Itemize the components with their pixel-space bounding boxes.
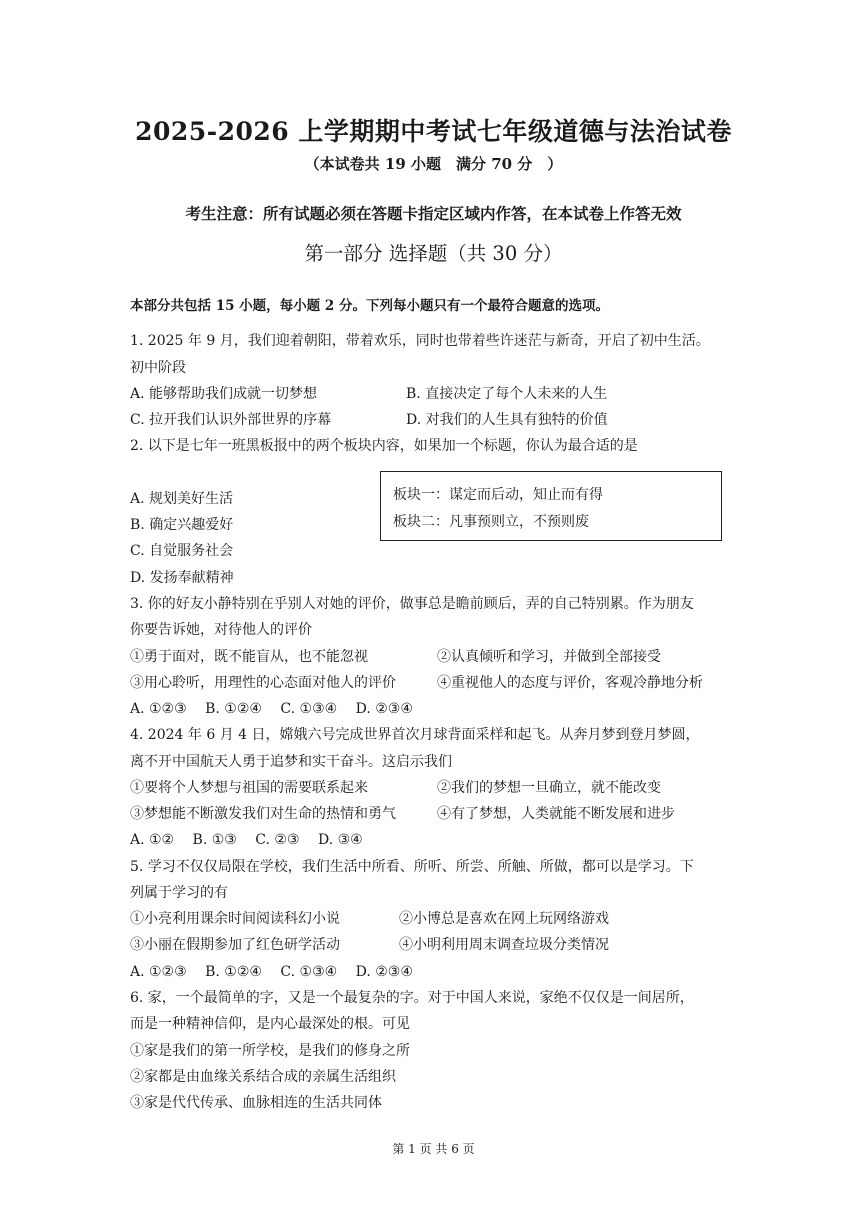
box-line-1: 板块一：谋定而后动，知止而有得 xyxy=(393,487,603,503)
question-1-option-d: D. 对我们的人生具有独特的价值 xyxy=(406,412,608,428)
question-2-stem: 2. 以下是七年一班黑板报中的两个板块内容，如果加一个标题，你认为最合适的是 xyxy=(130,438,638,454)
question-4-item-4: ④有了梦想，人类就能不断发展和进步 xyxy=(437,806,675,822)
question-6-item-2: ②家都是由血缘关系结合成的亲属生活组织 xyxy=(130,1069,396,1085)
question-6-stem: 6. 家，一个最简单的字，又是一个最复杂的字。对于中国人来说，家绝不仅仅是一间居所， xyxy=(130,990,694,1006)
question-3-options: A. ①②③ B. ①②④ C. ①③④ D. ②③④ xyxy=(130,701,413,717)
question-3-stem-cont: 你要告诉她，对待他人的评价 xyxy=(130,622,312,638)
question-4-options: A. ①② B. ①③ C. ②③ D. ③④ xyxy=(130,832,363,848)
question-5-item-4: ④小明利用周末调查垃圾分类情况 xyxy=(399,937,609,953)
box-line-2: 板块二：凡事预则立，不预则废 xyxy=(393,514,589,530)
question-1-option-b: B. 直接决定了每个人未来的人生 xyxy=(406,386,608,402)
question-1-option-c: C. 拉开我们认识外部世界的序幕 xyxy=(130,412,332,428)
question-6-stem-cont: 而是一种精神信仰，是内心最深处的根。可见 xyxy=(130,1016,410,1032)
question-3-item-2: ②认真倾听和学习，并做到全部接受 xyxy=(437,649,661,665)
question-5-item-1: ①小亮利用课余时间阅读科幻小说 xyxy=(130,911,340,927)
question-2-option-d: D. 发扬奉献精神 xyxy=(130,570,234,586)
exam-title: 2025-2026 上学期期中考试七年级道德与法治试卷 xyxy=(135,117,732,146)
question-3-item-3: ③用心聆听，用理性的心态面对他人的评价 xyxy=(130,675,396,691)
question-6-item-3: ③家是代代传承、血脉相连的生活共同体 xyxy=(130,1095,382,1111)
question-2-option-a: A. 规划美好生活 xyxy=(130,491,234,507)
question-4-item-1: ①要将个人梦想与祖国的需要联系起来 xyxy=(130,780,368,796)
question-1-stem-cont: 初中阶段 xyxy=(130,360,186,376)
exam-subtitle: （本试卷共 19 小题 满分 70 分 ） xyxy=(304,155,563,173)
question-3-item-4: ④重视他人的态度与评价，客观冷静地分析 xyxy=(437,675,703,691)
exam-notice: 考生注意：所有试题必须在答题卡指定区域内作答，在本试卷上作答无效 xyxy=(185,204,682,223)
question-4-stem: 4. 2024 年 6 月 4 日，嫦娥六号完成世界首次月球背面采样和起飞。从奔月梦到登月梦圆， xyxy=(130,727,700,743)
question-4-item-3: ③梦想能不断激发我们对生命的热情和勇气 xyxy=(130,806,396,822)
question-5-stem-cont: 列属于学习的有 xyxy=(130,885,228,901)
question-2-option-b: B. 确定兴趣爱好 xyxy=(130,517,234,533)
section-instructions: 本部分共包括 15 小题，每小题 2 分。下列每小题只有一个最符合题意的选项。 xyxy=(130,298,609,314)
section-title: 第一部分 选择题（共 30 分） xyxy=(304,242,563,265)
question-4-item-2: ②我们的梦想一旦确立，就不能改变 xyxy=(437,780,661,796)
question-5-item-2: ②小博总是喜欢在网上玩网络游戏 xyxy=(399,911,609,927)
page-number: 第 1 页 共 6 页 xyxy=(392,1142,475,1156)
question-3-stem: 3. 你的好友小静特别在乎别人对她的评价，做事总是瞻前顾后，弄的自己特别累。作为朋友 xyxy=(130,596,694,612)
question-4-stem-cont: 离不开中国航天人勇于追梦和实干奋斗。这启示我们 xyxy=(130,754,452,770)
question-3-item-1: ①勇于面对，既不能盲从，也不能忽视 xyxy=(130,649,368,665)
question-5-item-3: ③小丽在假期参加了红色研学活动 xyxy=(130,937,340,953)
question-6-item-1: ①家是我们的第一所学校，是我们的修身之所 xyxy=(130,1043,410,1059)
blackboard-content-box xyxy=(380,471,722,541)
question-5-options: A. ①②③ B. ①②④ C. ①③④ D. ②③④ xyxy=(130,964,413,980)
question-5-stem: 5. 学习不仅仅局限在学校，我们生活中所看、所听、所尝、所触、所做，都可以是学习。下 xyxy=(130,859,694,875)
question-1-option-a: A. 能够帮助我们成就一切梦想 xyxy=(130,386,318,402)
question-2-option-c: C. 自觉服务社会 xyxy=(130,543,234,559)
question-1-stem: 1. 2025 年 9 月，我们迎着朝阳，带着欢乐，同时也带着些许迷茫与新奇，开启了初中生活。 xyxy=(130,333,710,349)
